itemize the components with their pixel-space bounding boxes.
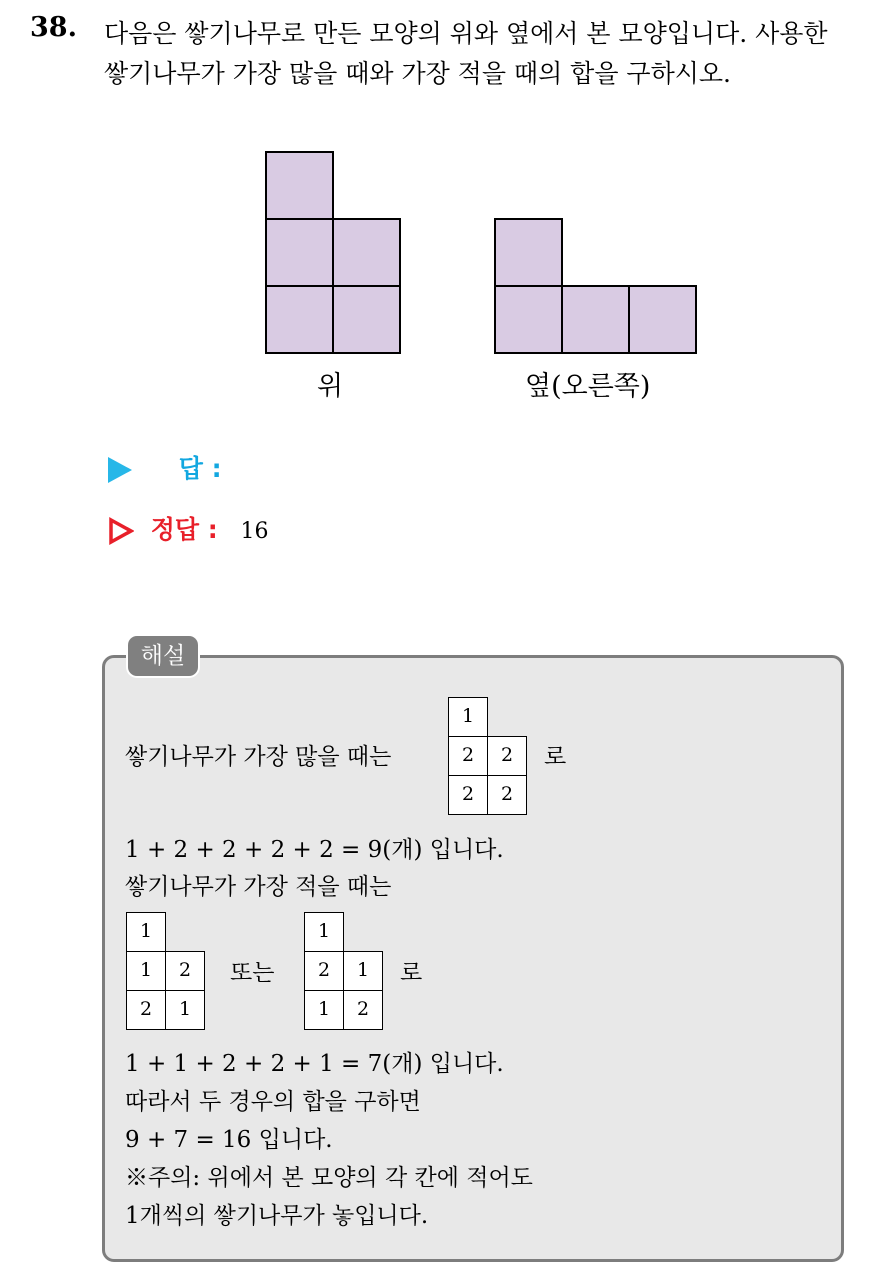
min-sum-text: 1 + 1 + 2 + 2 + 1 = 7(개) 입니다. — [125, 1051, 504, 1077]
correct-answer-row — [108, 510, 268, 546]
answer-row — [108, 449, 222, 485]
or-text: 또는 — [230, 960, 275, 986]
grid-cell: 1 — [165, 990, 205, 1030]
side-view-cell — [494, 285, 563, 354]
side-view-cell — [628, 285, 697, 354]
grid-cell: 1 — [304, 990, 344, 1030]
max-intro-text: 쌓기나무가 가장 많을 때는 — [125, 744, 392, 770]
top-view-cell — [332, 218, 401, 287]
suffix-ro-2: 로 — [400, 960, 423, 986]
total-text: 9 + 7 = 16 입니다. — [125, 1127, 333, 1153]
top-view-label: 위 — [317, 371, 344, 402]
grid-cell: 2 — [126, 990, 166, 1030]
side-view-label: 옆(오른쪽) — [525, 371, 651, 402]
min-intro-text: 쌓기나무가 가장 적을 때는 — [125, 874, 392, 900]
correct-answer-value: 16 — [240, 519, 269, 544]
outline-triangle-icon — [108, 517, 134, 545]
conclusion-text: 따라서 두 경우의 합을 구하면 — [125, 1089, 421, 1115]
top-view-cell — [265, 151, 334, 220]
grid-cell: 1 — [448, 697, 488, 737]
grid-cell: 1 — [304, 912, 344, 952]
explanation-tag: 해설 — [128, 636, 198, 676]
note-line2: 1개씩의 쌓기나무가 놓입니다. — [125, 1203, 429, 1229]
top-view-cell — [265, 218, 334, 287]
question-number: 38. — [30, 12, 77, 43]
question-text-line1: 다음은 쌓기나무로 만든 모양의 위와 옆에서 본 모양입니다. 사용한 — [104, 19, 828, 48]
top-view-cell — [265, 285, 334, 354]
grid-cell: 2 — [304, 951, 344, 991]
side-view-cell — [561, 285, 630, 354]
note-line1: ※주의: 위에서 본 모양의 각 칸에 적어도 — [125, 1165, 533, 1191]
side-view-cell — [494, 218, 563, 287]
top-view-cell — [332, 285, 401, 354]
question-text-line2: 쌓기나무가 가장 많을 때와 가장 적을 때의 합을 구하시오. — [104, 59, 731, 88]
suffix-ro: 로 — [544, 744, 567, 770]
play-triangle-icon — [108, 457, 132, 483]
max-sum-text: 1 + 2 + 2 + 2 + 2 = 9(개) 입니다. — [125, 837, 504, 863]
answer-label: 답 : — [178, 454, 222, 483]
grid-cell: 1 — [126, 912, 166, 952]
correct-answer-label: 정답 : — [150, 515, 218, 544]
grid-cell: 2 — [448, 775, 488, 815]
grid-cell: 2 — [487, 736, 527, 776]
grid-cell: 2 — [487, 775, 527, 815]
grid-cell: 2 — [343, 990, 383, 1030]
grid-cell: 1 — [126, 951, 166, 991]
grid-cell: 2 — [165, 951, 205, 991]
grid-cell: 1 — [343, 951, 383, 991]
grid-cell: 2 — [448, 736, 488, 776]
